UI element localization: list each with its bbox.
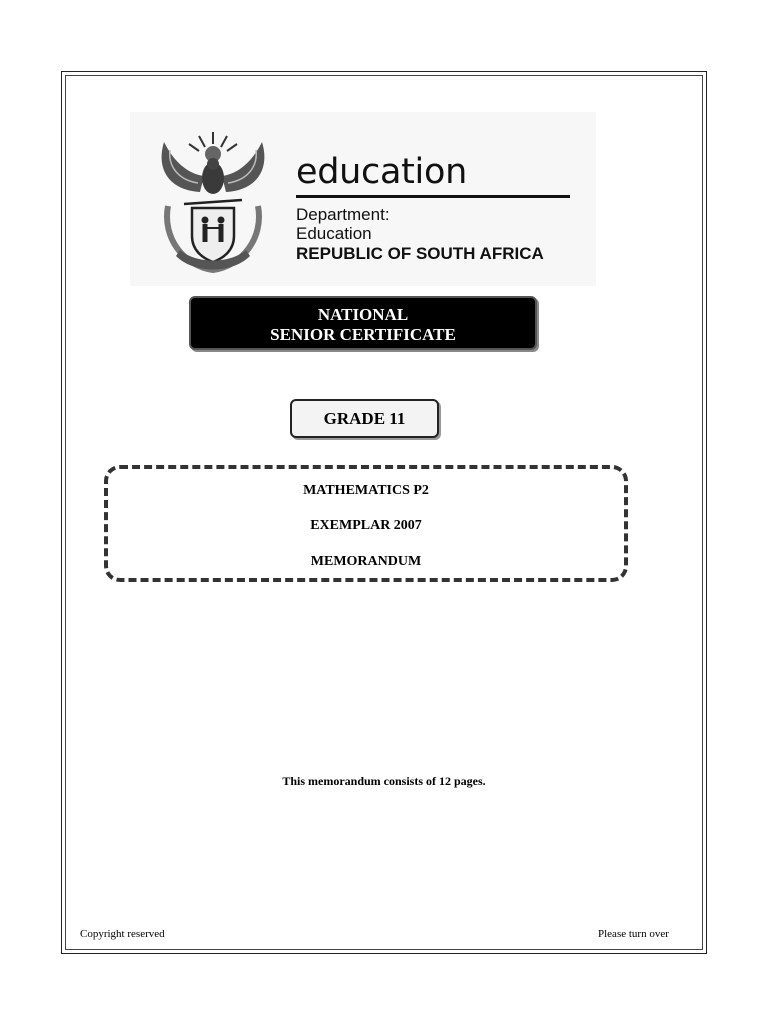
footer-turn-over: Please turn over xyxy=(598,928,669,940)
certificate-line-2: SENIOR CERTIFICATE xyxy=(270,325,456,344)
subject-edition: EXEMPLAR 2007 xyxy=(310,518,422,533)
subject-panel xyxy=(104,465,628,582)
brand-underline xyxy=(296,195,570,198)
page-count-note: This memorandum consists of 12 pages. xyxy=(282,774,486,788)
brand-title: education xyxy=(296,152,467,192)
coat-of-arms-icon xyxy=(154,128,272,278)
department-name: Education xyxy=(296,224,372,243)
department-label: Department: xyxy=(296,205,390,224)
certificate-banner xyxy=(189,296,537,350)
subject-name: MATHEMATICS P2 xyxy=(303,483,429,498)
subject-type: MEMORANDUM xyxy=(310,554,422,569)
footer-copyright: Copyright reserved xyxy=(80,928,165,940)
country-name: REPUBLIC OF SOUTH AFRICA xyxy=(296,244,544,263)
certificate-line-1: NATIONAL xyxy=(317,305,409,324)
grade-badge: GRADE 11 xyxy=(290,399,439,438)
